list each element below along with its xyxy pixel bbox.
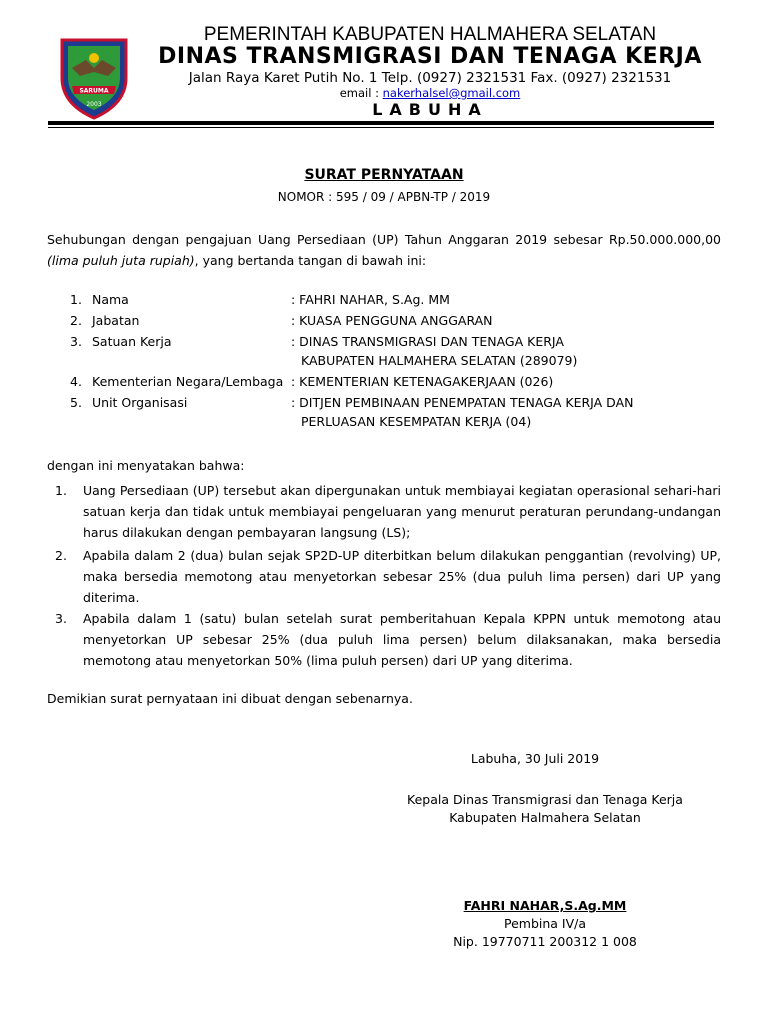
header-government-name: PEMERINTAH KABUPATEN HALMAHERA SELATAN: [203, 24, 657, 45]
header-agency-name: DINAS TRANSMIGRASI DAN TENAGA KERJA: [158, 44, 702, 69]
identity-label: Satuan Kerja: [92, 334, 172, 349]
statement-number: 2.: [55, 548, 67, 563]
email-label: email :: [339, 86, 383, 100]
header-city: LABUHA: [372, 100, 488, 119]
signature-place-date: Labuha, 30 Juli 2019: [470, 751, 600, 766]
identity-row-ministry: [0, 374, 768, 395]
statement-item: [47, 480, 721, 543]
statement-text: Uang Persediaan (UP) tersebut akan dipergunakan untuk membiayai kegiatan operasional sehari-hari satuan kerja dan tidak untuk membiayai pengeluaran yang menurut peraturan perundang-undangan harus dilakukan dengan pembayaran langsung (LS);: [83, 483, 721, 540]
signatory-rank: Pembina IV/a: [503, 916, 587, 931]
identity-value: : FAHRI NAHAR, S.Ag. MM: [291, 292, 450, 307]
signature-position-title: Kepala Dinas Transmigrasi dan Tenaga Kerja: [407, 792, 683, 807]
intro-text-2: , yang bertanda tangan di bawah ini:: [194, 253, 427, 268]
statement-text: Apabila dalam 2 (dua) bulan sejak SP2D-UP diterbitkan belum dilakukan penggantian (revolving) UP, maka bersedia memotong atau menyetorkan sebesar 25% (dua puluh lima persen) dari UP yang diterima.: [83, 548, 721, 605]
identity-number: 5.: [70, 395, 82, 410]
identity-value: : KEMENTERIAN KETENAGAKERJAAN (026): [291, 374, 554, 389]
identity-label: Jabatan: [92, 313, 140, 328]
identity-value-continued: KABUPATEN HALMAHERA SELATAN (289079): [301, 353, 578, 368]
statement-text: Apabila dalam 1 (satu) bulan setelah surat pemberitahuan Kepala KPPN untuk memotong atau menyetorkan UP sebesar 25% (dua puluh lima persen) belum dilaksanakan, maka bersedia memotong atau menyetorkan 50% (lima puluh persen) dari UP yang diterima.: [83, 611, 721, 668]
signatory-name: FAHRI NAHAR,S.Ag.MM: [463, 898, 627, 913]
header-address: Jalan Raya Karet Putih No. 1 Telp. (0927) 2321531 Fax. (0927) 2321531: [188, 70, 672, 86]
statement-number: 3.: [55, 611, 67, 626]
document-title: SURAT PERNYATAAN: [304, 167, 464, 183]
identity-value: : KUASA PENGGUNA ANGGARAN: [291, 313, 493, 328]
identity-number: 2.: [70, 313, 82, 328]
identity-label: Kementerian Negara/Lembaga: [92, 374, 284, 389]
identity-value: : DITJEN PEMBINAAN PENEMPATAN TENAGA KERJA DAN: [291, 395, 634, 410]
statement-item: [47, 608, 721, 671]
document-number: NOMOR : 595 / 09 / APBN-TP / 2019: [277, 190, 491, 204]
identity-row-work-unit-cont: [0, 353, 768, 374]
identity-number: 4.: [70, 374, 82, 389]
closing-sentence: Demikian surat pernyataan ini dibuat dengan sebenarnya.: [47, 691, 413, 706]
statement-item: [47, 545, 721, 608]
intro-amount-words: (lima puluh juta rupiah): [47, 253, 195, 268]
logo-year-text: 2003: [86, 101, 102, 108]
identity-number: 1.: [70, 292, 82, 307]
signature-position-region: Kabupaten Halmahera Selatan: [449, 810, 641, 825]
identity-row-work-unit: [0, 334, 768, 355]
intro-text-1: Sehubungan dengan pengajuan Uang Persediaan (UP) Tahun Anggaran 2019 sebesar Rp.50.000.000,00: [47, 232, 721, 247]
identity-value-continued: PERLUASAN KESEMPATAN KERJA (04): [301, 414, 532, 429]
identity-number: 3.: [70, 334, 82, 349]
signatory-nip: Nip. 19770711 200312 1 008: [453, 934, 637, 949]
header-divider-thin: [48, 127, 714, 128]
identity-row-organization: [0, 395, 768, 416]
identity-row-name: [0, 292, 768, 313]
header-divider-thick: [48, 121, 714, 125]
statement-intro: dengan ini menyatakan bahwa:: [47, 458, 245, 473]
identity-value: : DINAS TRANSMIGRASI DAN TENAGA KERJA: [291, 334, 564, 349]
statement-number: 1.: [55, 483, 67, 498]
identity-label: Nama: [92, 292, 129, 307]
header-email-line: [120, 86, 740, 100]
email-link[interactable]: nakerhalsel@gmail.com: [382, 86, 521, 100]
intro-paragraph: [47, 229, 721, 271]
identity-label: Unit Organisasi: [92, 395, 188, 410]
identity-row-position: [0, 313, 768, 334]
logo-banner-text: SARUMA: [79, 87, 109, 95]
identity-row-organization-cont: [0, 414, 768, 435]
